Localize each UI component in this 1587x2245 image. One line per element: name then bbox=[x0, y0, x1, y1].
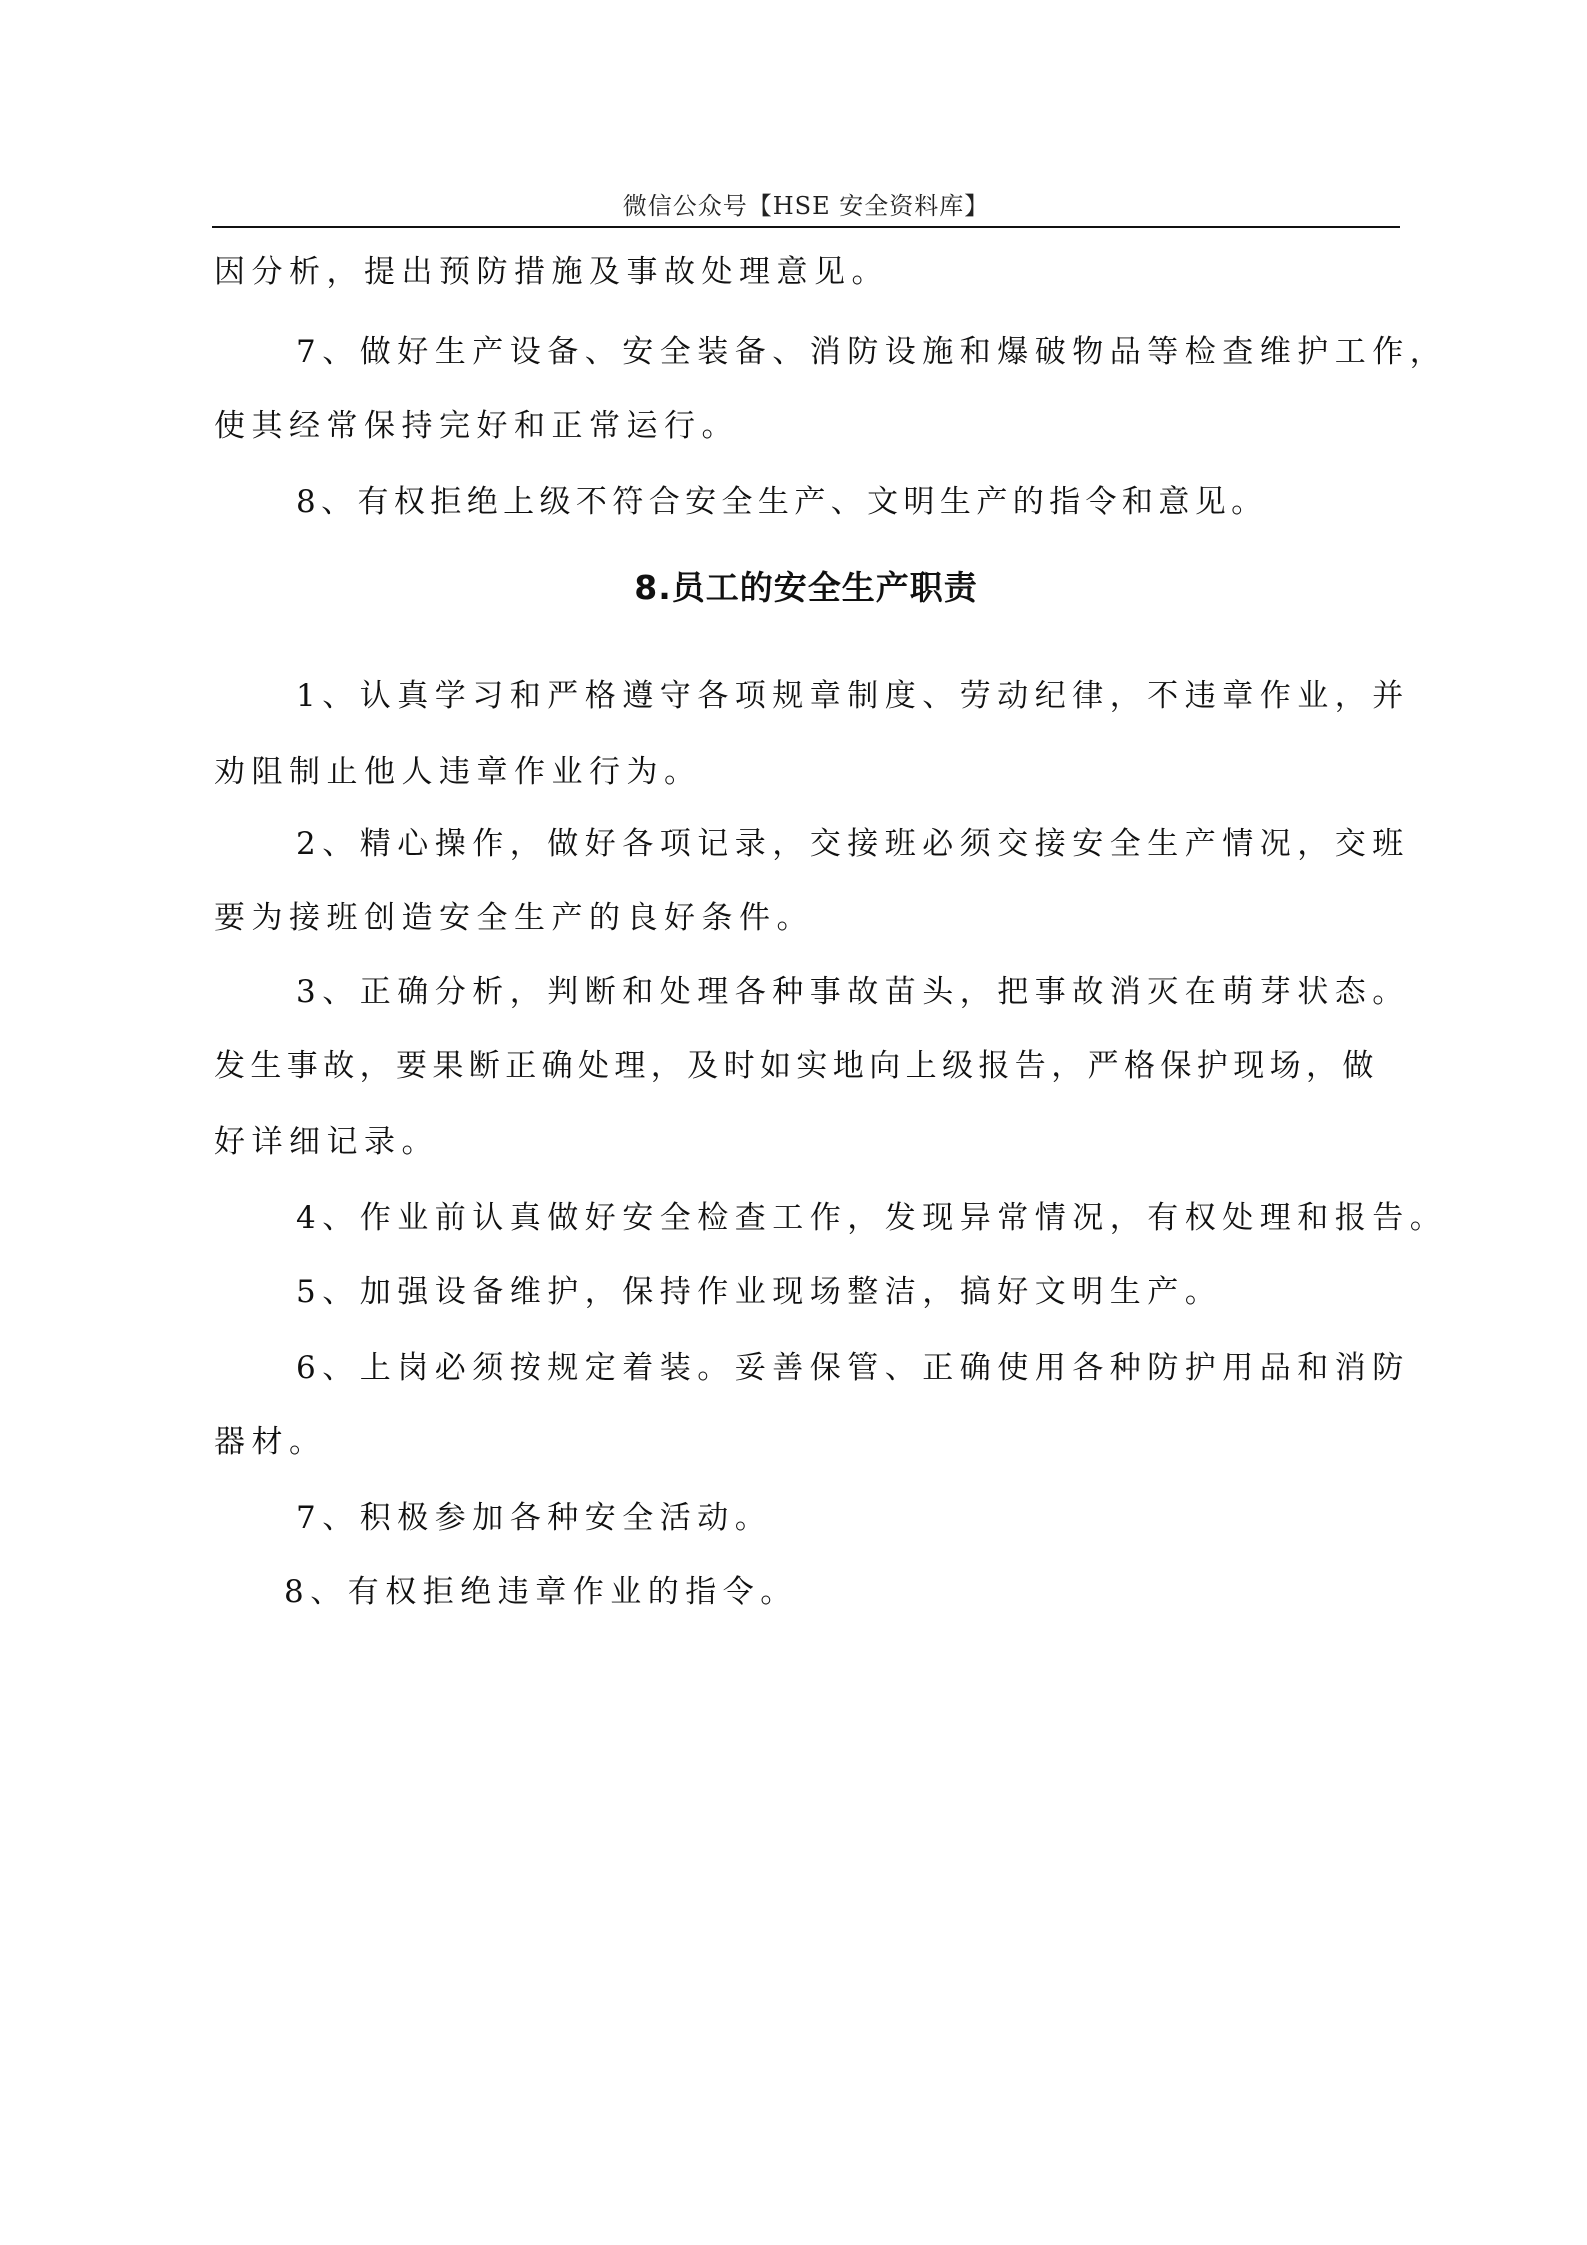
paragraph-line: 因分析，提出预防措施及事故处理意见。 bbox=[214, 254, 889, 290]
paragraph-line: 要为接班创造安全生产的良好条件。 bbox=[214, 900, 814, 936]
paragraph-line: 8、有权拒绝上级不符合安全生产、文明生产的指令和意见。 bbox=[296, 484, 1268, 520]
paragraph-line: 好详细记录。 bbox=[214, 1124, 439, 1160]
paragraph-line: 7、做好生产设备、安全装备、消防设施和爆破物品等检查维护工作， bbox=[296, 334, 1448, 370]
paragraph-line: 1、认真学习和严格遵守各项规章制度、劳动纪律，不违章作业，并 bbox=[296, 678, 1410, 714]
paragraph-line: 3、正确分析，判断和处理各种事故苗头，把事故消灭在萌芽状态。 bbox=[296, 974, 1410, 1010]
header-rule bbox=[212, 226, 1400, 228]
section-title: 8.员工的安全生产职责 bbox=[634, 568, 978, 607]
page-header: 微信公众号【HSE 安全资料库】 bbox=[622, 192, 990, 220]
paragraph-line: 发生事故，要果断正确处理，及时如实地向上级报告，严格保护现场，做 bbox=[214, 1048, 1379, 1084]
paragraph-line: 6、上岗必须按规定着装。妥善保管、正确使用各种防护用品和消防 bbox=[296, 1350, 1410, 1386]
paragraph-line: 2、精心操作，做好各项记录，交接班必须交接安全生产情况，交班 bbox=[296, 826, 1410, 862]
paragraph-line: 7、积极参加各种安全活动。 bbox=[296, 1500, 773, 1536]
paragraph-line: 5、加强设备维护，保持作业现场整洁，搞好文明生产。 bbox=[296, 1274, 1223, 1310]
paragraph-line: 4、作业前认真做好安全检查工作，发现异常情况，有权处理和报告。 bbox=[296, 1200, 1448, 1236]
paragraph-line: 使其经常保持完好和正常运行。 bbox=[214, 408, 739, 444]
paragraph-line: 劝阻制止他人违章作业行为。 bbox=[214, 754, 702, 790]
paragraph-line: 8、有权拒绝违章作业的指令。 bbox=[284, 1574, 798, 1610]
paragraph-line: 器材。 bbox=[214, 1424, 327, 1460]
